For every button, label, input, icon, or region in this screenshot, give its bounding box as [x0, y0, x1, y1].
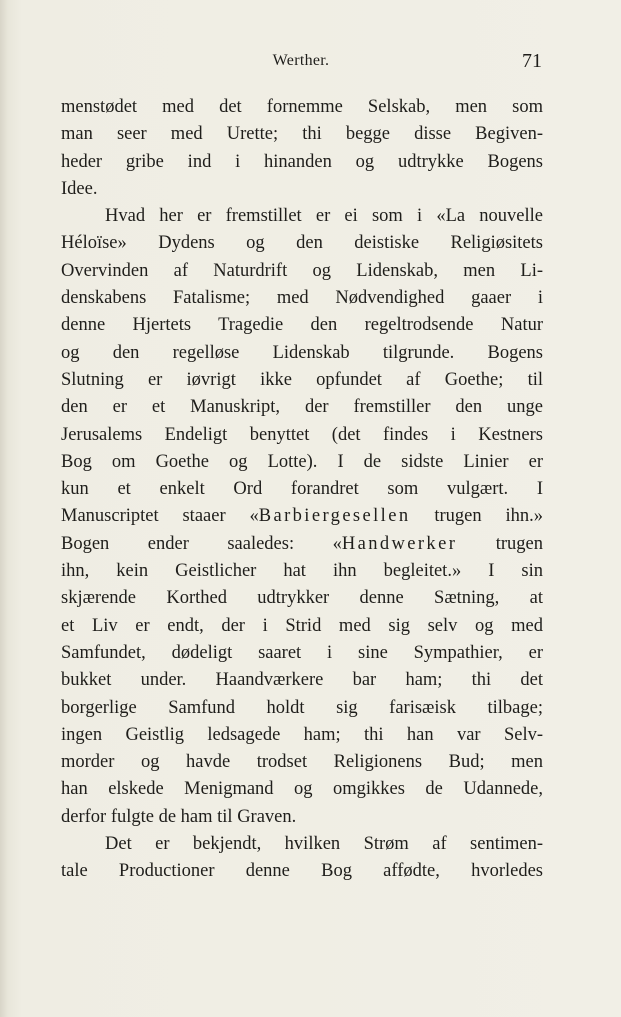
text-line — [61, 503, 543, 530]
text-line: Hvad her er fremstillet er ei som i «La nouvelle — [105, 206, 543, 227]
text-line: bukket under. Haandværkere bar ham; thi det — [61, 670, 543, 691]
text-line: Jerusalems Endeligt benyttet (det findes i Kestners — [61, 424, 543, 445]
text-line: skjærende Korthed udtrykker denne Sætning, at — [61, 588, 543, 609]
text-line: denne Hjertets Tragedie den regeltrodsende Natur — [61, 315, 543, 336]
text-line: og den regelløse Lidenskab tilgrunde. Bogens — [61, 342, 543, 363]
text-line: derfor fulgte de ham til Graven. — [61, 806, 297, 827]
text-line: Bog om Goethe og Lotte). I de sidste Linier er — [61, 451, 543, 472]
running-title: Werther. — [272, 52, 330, 69]
text-line: Slutning er iøvrigt ikke opfundet af Goethe; til — [61, 369, 543, 390]
text-line — [61, 531, 543, 558]
text-fragment: Manuscriptet staaer « — [61, 506, 259, 527]
text-line: Samfundet, dødeligt saaret i sine Sympathier, er — [61, 642, 543, 663]
text-line: Idee. — [61, 178, 98, 199]
text-line: et Liv er endt, der i Strid med sig selv og med — [61, 615, 543, 636]
text-fragment: Bogen ender saaledes: « — [61, 533, 342, 554]
text-line: heder gribe ind i hinanden og udtrykke Bogens — [61, 151, 543, 172]
text-line: menstødet med det fornemme Selskab, men som — [61, 97, 543, 117]
text-line: han elskede Menigmand og omgikkes de Udannede, — [61, 779, 543, 800]
text-line: tale Productioner denne Bog affødte, hvorledes — [61, 861, 543, 882]
spaced-quote-word: Handwerker — [341, 533, 458, 554]
spaced-quote-word: Barbiergesellen — [258, 506, 411, 527]
text-line: ingen Geistlig ledsagede ham; thi han var Selv- — [61, 724, 543, 745]
text-fragment: trugen ihn.» — [410, 506, 544, 527]
text-line: Overvinden af Naturdrift og Lidenskab, men Li- — [61, 260, 543, 281]
text-line: man seer med Urette; thi begge disse Begiven- — [61, 124, 543, 145]
text-line: kun et enkelt Ord forandret som vulgært. I — [61, 479, 543, 500]
text-line: den er et Manuskript, der fremstiller den unge — [61, 397, 543, 418]
text-fragment: trugen — [457, 533, 543, 554]
body-text — [61, 94, 543, 886]
text-line: borgerlige Samfund holdt sig farisæisk tilbage; — [61, 697, 543, 718]
page-header — [60, 50, 542, 76]
text-line: Héloïse» Dydens og den deistiske Religiøsitets — [61, 233, 543, 254]
text-line: ihn, kein Geistlicher hat ihn begleitet.» I sin — [61, 561, 543, 582]
text-line: Det er bekjendt, hvilken Strøm af sentimen- — [105, 834, 543, 855]
text-line: morder og havde trodset Religionens Bud; men — [61, 752, 543, 773]
page-number: 71 — [522, 50, 542, 72]
text-line: denskabens Fatalisme; med Nødvendighed gaaer i — [61, 288, 543, 309]
